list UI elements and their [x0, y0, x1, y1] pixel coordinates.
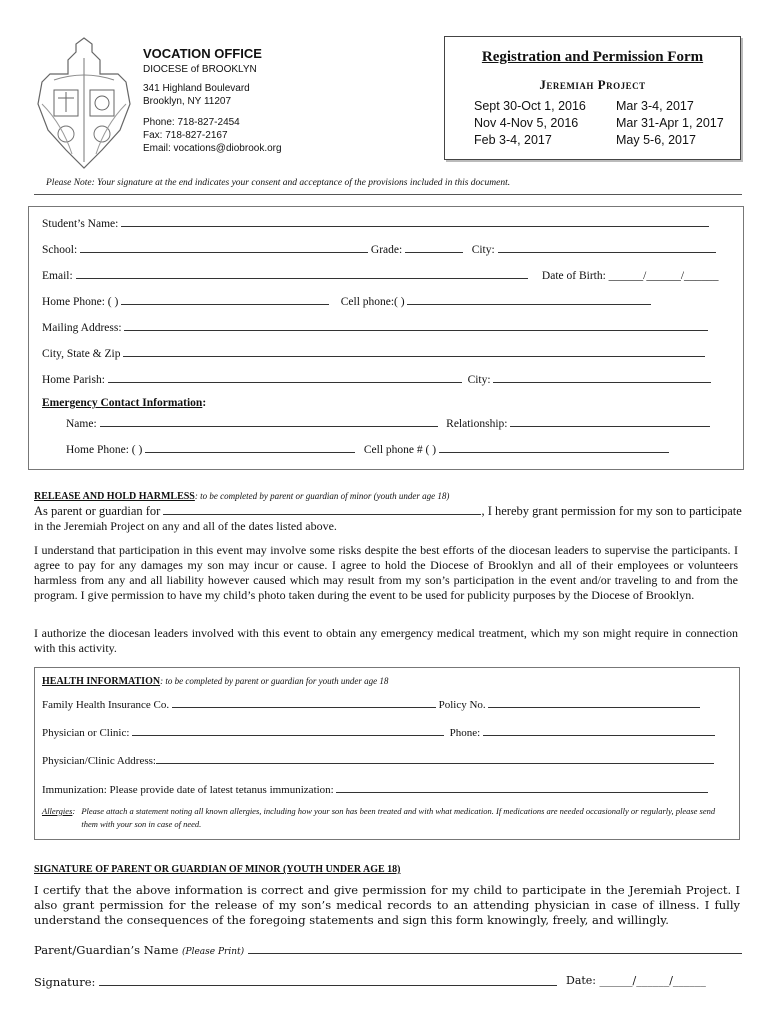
physician-address-field[interactable]: [156, 752, 714, 764]
release-note: : to be completed by parent or guardian of minor (youth under age 18): [194, 491, 450, 501]
diocese-seal-logo: [32, 34, 136, 172]
guardian-name-hint: (Please Print): [182, 947, 245, 957]
release-guardian-label: As parent or guardian for: [34, 504, 161, 518]
parish-city-label: City:: [467, 374, 491, 386]
home-phone-field[interactable]: [121, 293, 329, 305]
fax-number: Fax: 718-827-2167: [143, 130, 228, 141]
school-label: School:: [42, 244, 78, 256]
date-of-birth-field[interactable]: Date of Birth: ______/______/______: [541, 270, 719, 282]
allergies-label: Allergies: [42, 806, 73, 816]
phone-number: Phone: 718-827-2454: [143, 117, 240, 128]
home-parish-label: Home Parish:: [42, 374, 105, 386]
emergency-name-label: Name:: [66, 418, 97, 430]
physician-phone-label: Phone:: [449, 727, 481, 739]
physician-row: [42, 724, 715, 739]
emergency-phone-row: [66, 441, 669, 456]
emergency-contact-colon: :: [202, 397, 207, 409]
program-date: Mar 31-Apr 1, 2017: [616, 116, 724, 130]
emergency-home-phone-field[interactable]: [145, 441, 355, 453]
health-title: HEALTH INFORMATION: [42, 676, 161, 687]
allergies-colon: :: [72, 806, 76, 816]
form-title: Registration and Permission Form: [481, 49, 704, 65]
program-date: Feb 3-4, 2017: [474, 133, 552, 147]
home-phone-label: Home Phone: ( ): [42, 296, 119, 308]
health-note: : to be completed by parent or guardian for youth under age 18: [160, 676, 389, 686]
relationship-field[interactable]: [510, 415, 710, 427]
guardian-name-label: Parent/Guardian’s Name: [34, 943, 179, 957]
form-title-box: [444, 36, 741, 160]
emergency-contact-heading: [42, 397, 206, 409]
physician-label: Physician or Clinic:: [42, 727, 130, 739]
home-parish-field[interactable]: [108, 371, 462, 383]
city-state-zip-label: City, State & Zip: [42, 348, 121, 360]
release-paragraph-2: I understand that participation in this event may involve some risks despite the best efforts of the diocesan leaders to supervise the participants. I agree to pay for any damages my son may incur or cause. I agree to hold the Diocese of Brooklyn and all of their employees or volunteers harmless from any and all liability however caused which may result from my son’s participation in the event and/or traveling to and from the program. I give permission to have my child’s photo taken during the event to be used for publicity purposes by the Diocese of Brooklyn.: [34, 543, 738, 602]
address-line-1: 341 Highland Boulevard: [143, 83, 250, 94]
divider: [34, 194, 742, 195]
emergency-contact-title: Emergency Contact Information: [42, 397, 203, 409]
immunization-row: [42, 781, 708, 796]
insurance-row: [42, 696, 700, 711]
immunization-field[interactable]: [336, 781, 708, 793]
cell-phone-label: Cell phone:( ): [340, 296, 405, 308]
student-name-field[interactable]: [121, 215, 709, 227]
address-line-2: Brooklyn, NY 11207: [143, 96, 232, 107]
mailing-address-label: Mailing Address:: [42, 322, 122, 334]
physician-field[interactable]: [132, 724, 444, 736]
allergies-text: Please attach a statement noting all known allergies, including how your son has been treated and with what medication. If medications are needed occasionally or regularly, please send them with your son in case of need.: [81, 806, 716, 829]
signature-date-field[interactable]: Date: ______/______/______: [566, 974, 706, 987]
signature-paragraph: I certify that the above information is correct and give permission for my child to participate in the Jeremiah Project. I also grant permission for the release of my son’s medical records to an attending physician in case of illness. I fully understand the consequences of the foregoing statements and sign this form knowingly, freely, and willingly.: [34, 883, 740, 927]
minor-name-field[interactable]: [163, 504, 481, 515]
emergency-cell-phone-field[interactable]: [439, 441, 669, 453]
release-title: RELEASE AND HOLD HARMLESS: [34, 491, 195, 502]
email-field[interactable]: [76, 267, 528, 279]
city-label: City:: [471, 244, 495, 256]
office-title: VOCATION OFFICE: [143, 46, 262, 61]
signature-title: SIGNATURE OF PARENT OR GUARDIAN OF MINOR (YOUTH UNDER AGE 18): [34, 864, 401, 875]
grade-label: Grade:: [370, 244, 403, 256]
insurance-field[interactable]: [172, 696, 436, 708]
grade-field[interactable]: [405, 241, 463, 253]
policy-label: Policy No.: [438, 699, 486, 711]
guardian-name-field[interactable]: [248, 942, 742, 954]
relationship-label: Relationship:: [446, 418, 508, 430]
release-grant-text: , I hereby grant permission for my son to participate: [481, 504, 742, 518]
signature-field[interactable]: [99, 974, 557, 986]
guardian-name-row: [34, 942, 742, 957]
program-date: May 5-6, 2017: [616, 133, 696, 147]
emergency-home-phone-label: Home Phone: ( ): [66, 444, 143, 456]
physician-address-label: Physician/Clinic Address:: [42, 755, 156, 767]
school-row: [42, 241, 716, 256]
signature-label: Signature:: [34, 975, 96, 989]
emergency-cell-phone-label: Cell phone # ( ): [363, 444, 437, 456]
email-label: Email:: [42, 270, 73, 282]
parish-city-field[interactable]: [493, 371, 711, 383]
release-heading: [34, 486, 449, 504]
program-date: Nov 4-Nov 5, 2016: [474, 116, 579, 130]
release-paragraph-1: [34, 504, 742, 534]
release-paragraph-3: I authorize the diocesan leaders involved with this event to obtain any emergency medical treatment, which my son might require in connection with this activity.: [34, 626, 738, 655]
school-field[interactable]: [80, 241, 368, 253]
physician-phone-field[interactable]: [483, 724, 715, 736]
mailing-address-field[interactable]: [124, 319, 708, 331]
student-name-label: Student’s Name:: [42, 218, 119, 230]
home-parish-row: [42, 371, 711, 386]
emergency-name-row: [66, 415, 710, 430]
policy-field[interactable]: [488, 696, 700, 708]
allergies-note: [42, 805, 732, 831]
email-address: Email: vocations@diobrook.org: [143, 143, 282, 154]
city-field[interactable]: [498, 241, 716, 253]
immunization-label: Immunization: Please provide date of latest tetanus immunization:: [42, 784, 334, 796]
student-name-row: [42, 215, 709, 230]
health-heading: [42, 671, 388, 689]
physician-address-row: [42, 752, 714, 767]
consent-note: Please Note: Your signature at the end indicates your consent and acceptance of the provisions included in this document.: [46, 178, 511, 188]
diocese-name: DIOCESE of BROOKLYN: [143, 64, 257, 75]
email-row: [42, 267, 719, 282]
emergency-name-field[interactable]: [100, 415, 438, 427]
mailing-address-row: [42, 319, 708, 334]
release-paragraph-1-line-2: in the Jeremiah Project on any and all of the dates listed above.: [34, 519, 337, 533]
city-state-zip-field[interactable]: [123, 345, 705, 357]
project-name: Jeremiah Project: [539, 77, 646, 92]
insurance-label: Family Health Insurance Co.: [42, 699, 170, 711]
phone-row: [42, 293, 651, 308]
program-date: Sept 30-Oct 1, 2016: [474, 99, 586, 113]
cell-phone-field[interactable]: [407, 293, 651, 305]
city-state-zip-row: [42, 345, 705, 360]
signature-row: [34, 974, 557, 989]
program-date: Mar 3-4, 2017: [616, 99, 694, 113]
